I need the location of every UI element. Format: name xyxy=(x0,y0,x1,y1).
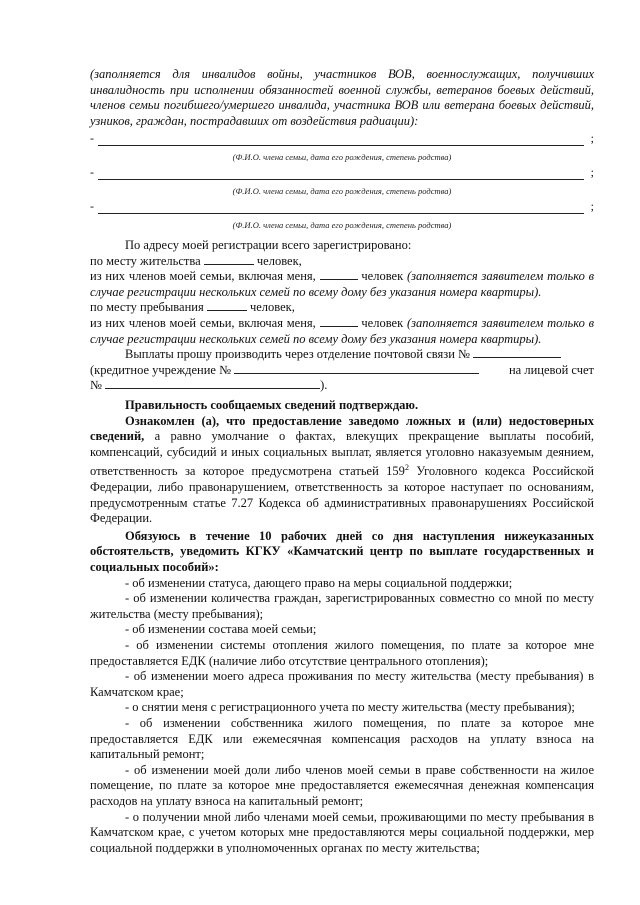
fio-hint: (Ф.И.О. члена семьи, дата его рождения, степень родства) xyxy=(232,152,452,162)
residence-count-field[interactable] xyxy=(204,254,254,265)
fio-underline xyxy=(98,145,584,146)
fio-field-1[interactable] xyxy=(90,131,594,146)
intro-note: (заполняется для инвалидов войны, участников ВОВ, военнослужащих, получивших инвалидность при исполнении обязанностей военной службы, ветеранов боевых действий, членов семьи погибшего/умершего инвалида, участника ВОВ или ветерана боевых действий, узников, граждан, пострадавших от воздействия радиации): xyxy=(90,67,594,128)
document-body xyxy=(90,238,594,856)
fio-dash: - xyxy=(90,199,94,213)
payments-label: Выплаты прошу производить через отделение почтовой связи № xyxy=(125,347,470,362)
fio-underline xyxy=(98,179,584,180)
warning-bold: Ознакомлен (а), что предоставление заведомо ложных и (или) недостоверных сведений, xyxy=(90,413,594,444)
obligation-statement: Обязуюсь в течение 10 рабочих дней со дня наступления нижеуказанных обстоятельств, уведомить КГКУ «Камчатский центр по выплате государственных и социальных пособий»: xyxy=(90,528,594,575)
stay-members-field[interactable] xyxy=(320,316,358,327)
account-close: ). xyxy=(320,378,328,393)
registration-note: (заполняется заявителем только в случае регистрации нескольких семей по всему дому без указания номера квартиры). xyxy=(90,269,595,299)
list-item: - об изменении системы отопления жилого помещения, по плате за которое мне предоставляется ЕДК (наличие либо отсутствие центрального отопления); xyxy=(90,638,594,668)
account-number-field[interactable] xyxy=(105,378,320,389)
list-item: - об изменении собственника жилого помещения, по плате за которое мне предоставляется ЕДК или ежемесячная компенсация расходов на уплату взноса на капитальный ремонт; xyxy=(90,715,594,762)
residence-line xyxy=(90,254,594,270)
fio-hint: (Ф.И.О. члена семьи, дата его рождения, степень родства) xyxy=(232,220,452,230)
fio-semicolon: ; xyxy=(590,165,594,179)
fio-dash: - xyxy=(90,165,94,179)
fio-semicolon: ; xyxy=(590,131,594,145)
residence-members-field[interactable] xyxy=(320,269,358,280)
post-office-field[interactable] xyxy=(473,347,561,358)
number-sign: № xyxy=(90,378,102,393)
fio-dash: - xyxy=(90,131,94,145)
list-item: - о снятии меня с регистрационного учета по месту жительства (месту пребывания); xyxy=(125,700,575,715)
credit-institution-field[interactable] xyxy=(234,363,479,374)
warning-text-2: Уголовного кодекса Российской Федерации, либо правонарушением, ответственность за которое наступает по основаниям, предусмотренным статье 7.27 Кодекса об административных правонарушениях Российской Федерации. xyxy=(90,464,594,526)
credit-label: (кредитное учреждение № xyxy=(90,362,232,377)
persons-label: человек, xyxy=(249,300,295,315)
fio-field-3[interactable] xyxy=(90,199,594,214)
fio-underline xyxy=(98,213,584,214)
list-item: - об изменении количества граждан, зарегистрированных совместно со мной по месту жительства (месту пребывания); xyxy=(90,591,594,621)
registration-note: (заполняется заявителем только в случае регистрации нескольких семей по всему дому без указания номера квартиры). xyxy=(90,315,595,346)
stay-line xyxy=(90,300,594,316)
list-item: - об изменении моей доли либо членов моей семьи в праве собственности на жилое помещение, по плате за которое мне предоставляется ежемесячная денежная компенсация расходов на уплату взноса на капитальный ремонт; xyxy=(90,762,594,808)
members-label: из них членов моей семьи, включая меня, xyxy=(90,269,316,284)
fio-hint: (Ф.И.О. члена семьи, дата его рождения, степень родства) xyxy=(232,186,452,196)
residence-members-line xyxy=(90,269,594,300)
fio-field-2[interactable] xyxy=(90,165,594,180)
list-item: - об изменении статуса, дающего право на меры социальной поддержки; xyxy=(125,575,513,590)
warning-superscript: 2 xyxy=(404,463,409,473)
warning-paragraph xyxy=(90,414,594,527)
list-item: - об изменении моего адреса проживания по месту жительства (месту пребывания) в Камчатском крае; xyxy=(90,669,594,699)
stay-count-field[interactable] xyxy=(207,300,247,311)
residence-label: по месту жительства xyxy=(90,253,201,268)
list-item: - об изменении состава моей семьи; xyxy=(125,622,317,637)
registration-lead: По адресу моей регистрации всего зарегистрировано: xyxy=(125,238,412,252)
list-item: - о получении мной либо членами моей семьи, проживающими по месту пребывания в Камчатском крае, с учетом которых мне предоставляются меры социальной поддержки, мер социальной поддержки в уполномоченных органах по месту жительства; xyxy=(90,809,594,855)
persons-label: человек, xyxy=(256,253,302,268)
credit-line xyxy=(90,363,594,379)
account-label: на лицевой счет xyxy=(508,362,594,377)
payments-line xyxy=(90,347,594,363)
person-word: человек xyxy=(361,269,404,284)
warning-text-1: а равно умолчание о фактах, влекущих прекращение выплаты пособий, компенсаций, субсидий и иных социальных выплат, является уголовно наказуемым деянием, ответственность за которое предусмотрена статьей 159 xyxy=(90,429,595,479)
account-line xyxy=(90,378,594,394)
fio-semicolon: ; xyxy=(590,199,594,213)
stay-members-line xyxy=(90,316,594,347)
members-label: из них членов моей семьи, включая меня, xyxy=(90,315,316,330)
confirm-statement: Правильность сообщаемых сведений подтверждаю. xyxy=(125,397,419,412)
stay-label: по месту пребывания xyxy=(90,300,204,315)
person-word: человек xyxy=(361,315,404,330)
